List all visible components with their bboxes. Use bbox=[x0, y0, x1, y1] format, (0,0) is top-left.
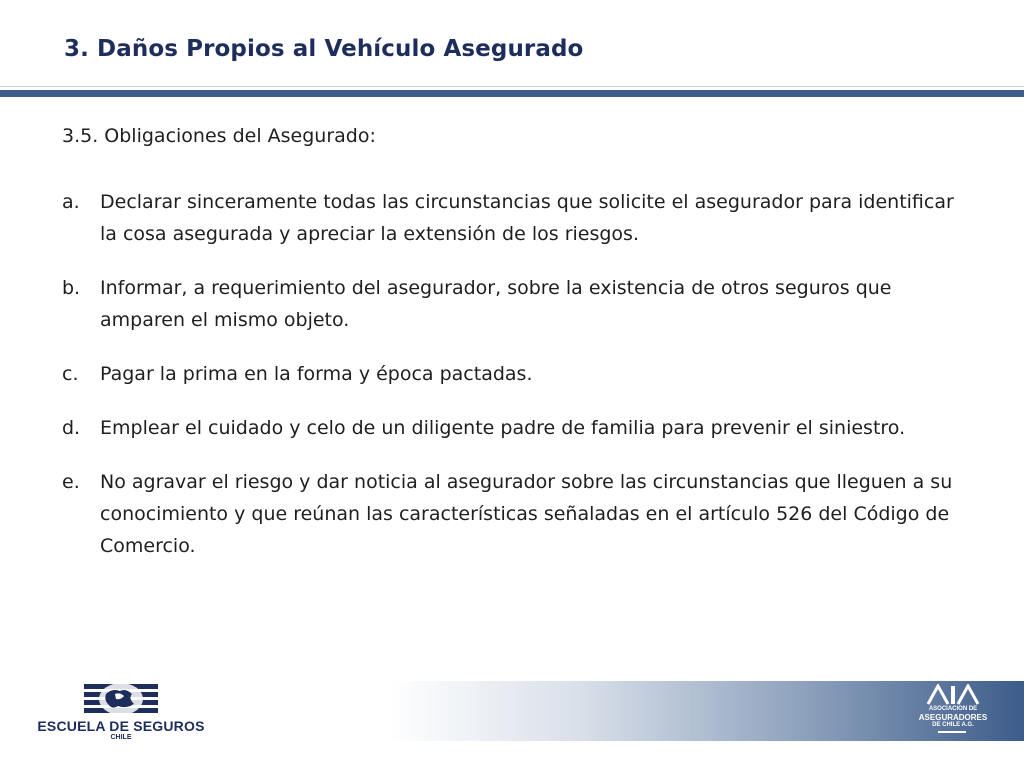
right-logo-underline bbox=[938, 731, 966, 733]
aach-mark-icon bbox=[926, 684, 980, 706]
list-item-text: No agravar el riesgo y dar noticia al asegurador sobre las circunstancias que lleguen a su conocimiento y que reúnan las características señaladas en el artículo 526 del Código de Comercio. bbox=[100, 471, 953, 557]
obligations-list bbox=[62, 186, 982, 584]
list-item bbox=[62, 272, 982, 336]
list-item bbox=[62, 358, 982, 390]
list-marker: c. bbox=[62, 363, 79, 385]
list-item bbox=[62, 466, 982, 562]
list-item-text: Declarar sinceramente todas las circunstancias que solicite el asegurador para identificar la cosa asegurada y apreciar la extensión de los riesgos. bbox=[100, 191, 954, 245]
right-logo-line3: DE CHILE A.G. bbox=[932, 722, 974, 728]
slide-title: 3. Daños Propios al Vehículo Asegurado bbox=[64, 36, 584, 62]
left-logo-sub: CHILE bbox=[110, 734, 132, 741]
header-divider bbox=[0, 90, 1024, 97]
list-item-text: Informar, a requerimiento del asegurador, sobre la existencia de otros seguros que amparen el mismo objeto. bbox=[100, 277, 892, 331]
section-subtitle: 3.5. Obligaciones del Asegurado: bbox=[62, 125, 376, 147]
list-marker: d. bbox=[62, 417, 81, 439]
right-logo-line2: ASEGURADORES bbox=[918, 713, 988, 722]
list-marker: a. bbox=[62, 191, 80, 213]
globe-icon bbox=[82, 682, 160, 720]
list-item-text: Emplear el cuidado y celo de un diligente padre de familia para prevenir el siniestro. bbox=[100, 417, 906, 439]
list-item bbox=[62, 186, 982, 250]
right-logo-line1: ASOCIACION DE bbox=[928, 706, 978, 712]
list-marker: b. bbox=[62, 277, 81, 299]
header-divider-thin bbox=[0, 86, 1024, 87]
asociacion-aseguradores-logo bbox=[908, 684, 998, 744]
left-logo-name: ESCUELA DE SEGUROS bbox=[37, 718, 205, 734]
escuela-de-seguros-logo bbox=[36, 682, 236, 752]
list-marker: e. bbox=[62, 471, 80, 493]
list-item bbox=[62, 412, 982, 444]
list-item-text: Pagar la prima en la forma y época pactadas. bbox=[100, 363, 533, 385]
